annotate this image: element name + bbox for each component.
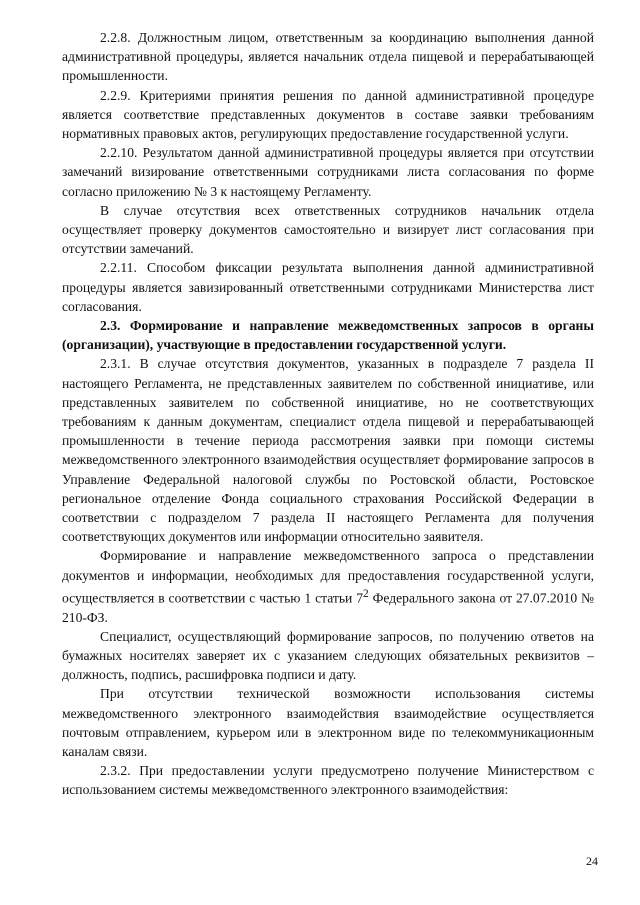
paragraph-text-before-superscript: Формирование и направление межведомственного запроса о представлении документов и информации, необходимых для предоставления государственной услуги, осуществляется в соответствии с частью 1 статьи 7 (62, 548, 594, 606)
page-number: 24 (586, 854, 598, 868)
paragraph-2-2-9: 2.2.9. Критериями принятия решения по данной административной процедуре является соответствие представленных документов в составе заявки требованиям нормативных правовых актов, регулирующих предоставление государственной услуги. (62, 87, 594, 142)
paragraph-2-3-2: 2.3.2. При предоставлении услуги предусмотрено получение Министерством с использованием системы межведомственного электронного взаимодействия: (62, 763, 594, 798)
paragraph-specialist-responses: Специалист, осуществляющий формирование запросов, по получению ответов на бумажных носителях заверяет их с указанием следующих обязательных реквизитов – должность, подпись, расшифровка подписи и дату. (62, 628, 594, 683)
paragraph-2-3-1: 2.3.1. В случае отсутствия документов, указанных в подразделе 7 раздела II настоящего Регламента, не представленных заявителем по собственной инициативе, или представленных заявителем по собственной инициативе, но не соответствующих требованиям к данным документам, специалист отдела пищевой и перерабатывающей промышленности в течение периода рассмотрения заявки при помощи системы межведомственного электронного взаимодействия осуществляет формирование запросов в Управление Федеральной налоговой службы по Ростовской области, Ростовское региональное отделение Фонда социального страхования Российской Федерации в соответствии с подразделом 7 раздела II настоящего Регламента для получения соответствующих документов или информации относительно заявителя. (62, 356, 594, 545)
article-superscript: 2 (363, 587, 369, 600)
paragraph-interagency-request (62, 546, 594, 626)
paragraph-2-2-8: 2.2.8. Должностным лицом, ответственным за координацию выполнения данной административной процедуры, является начальник отдела пищевой и перерабатывающей промышленности. (62, 30, 594, 84)
section-heading-2-3: 2.3. Формирование и направление межведомственных запросов в органы (организации), участвующие в предоставлении государственной услуги. (62, 318, 594, 353)
paragraph-2-2-10: 2.2.10. Результатом данной административной процедуры является при отсутствии замечаний визирование ответственными сотрудниками листа согласования по форме согласно приложению № 3 к настоящему Регламенту. (62, 145, 594, 199)
paragraph-text-after-superscript: Федерального закона от 27.07.2010 № 210-ФЗ. (62, 590, 594, 625)
paragraph-no-technical-possibility: При отсутствии технической возможности использования системы межведомственного электронного взаимодействия взаимодействие осуществляется почтовым отправлением, курьером или в электронном виде по телекоммуникационным каналам связи. (62, 686, 594, 760)
paragraph-absent-staff: В случае отсутствия всех ответственных сотрудников начальник отдела осуществляет проверку документов самостоятельно и визирует лист согласования при отсутствии замечаний. (62, 202, 594, 257)
paragraph-2-2-11: 2.2.11. Способом фиксации результата выполнения данной административной процедуры является завизированный ответственными сотрудниками Министерства лист согласования. (62, 260, 594, 314)
document-page (62, 28, 594, 800)
